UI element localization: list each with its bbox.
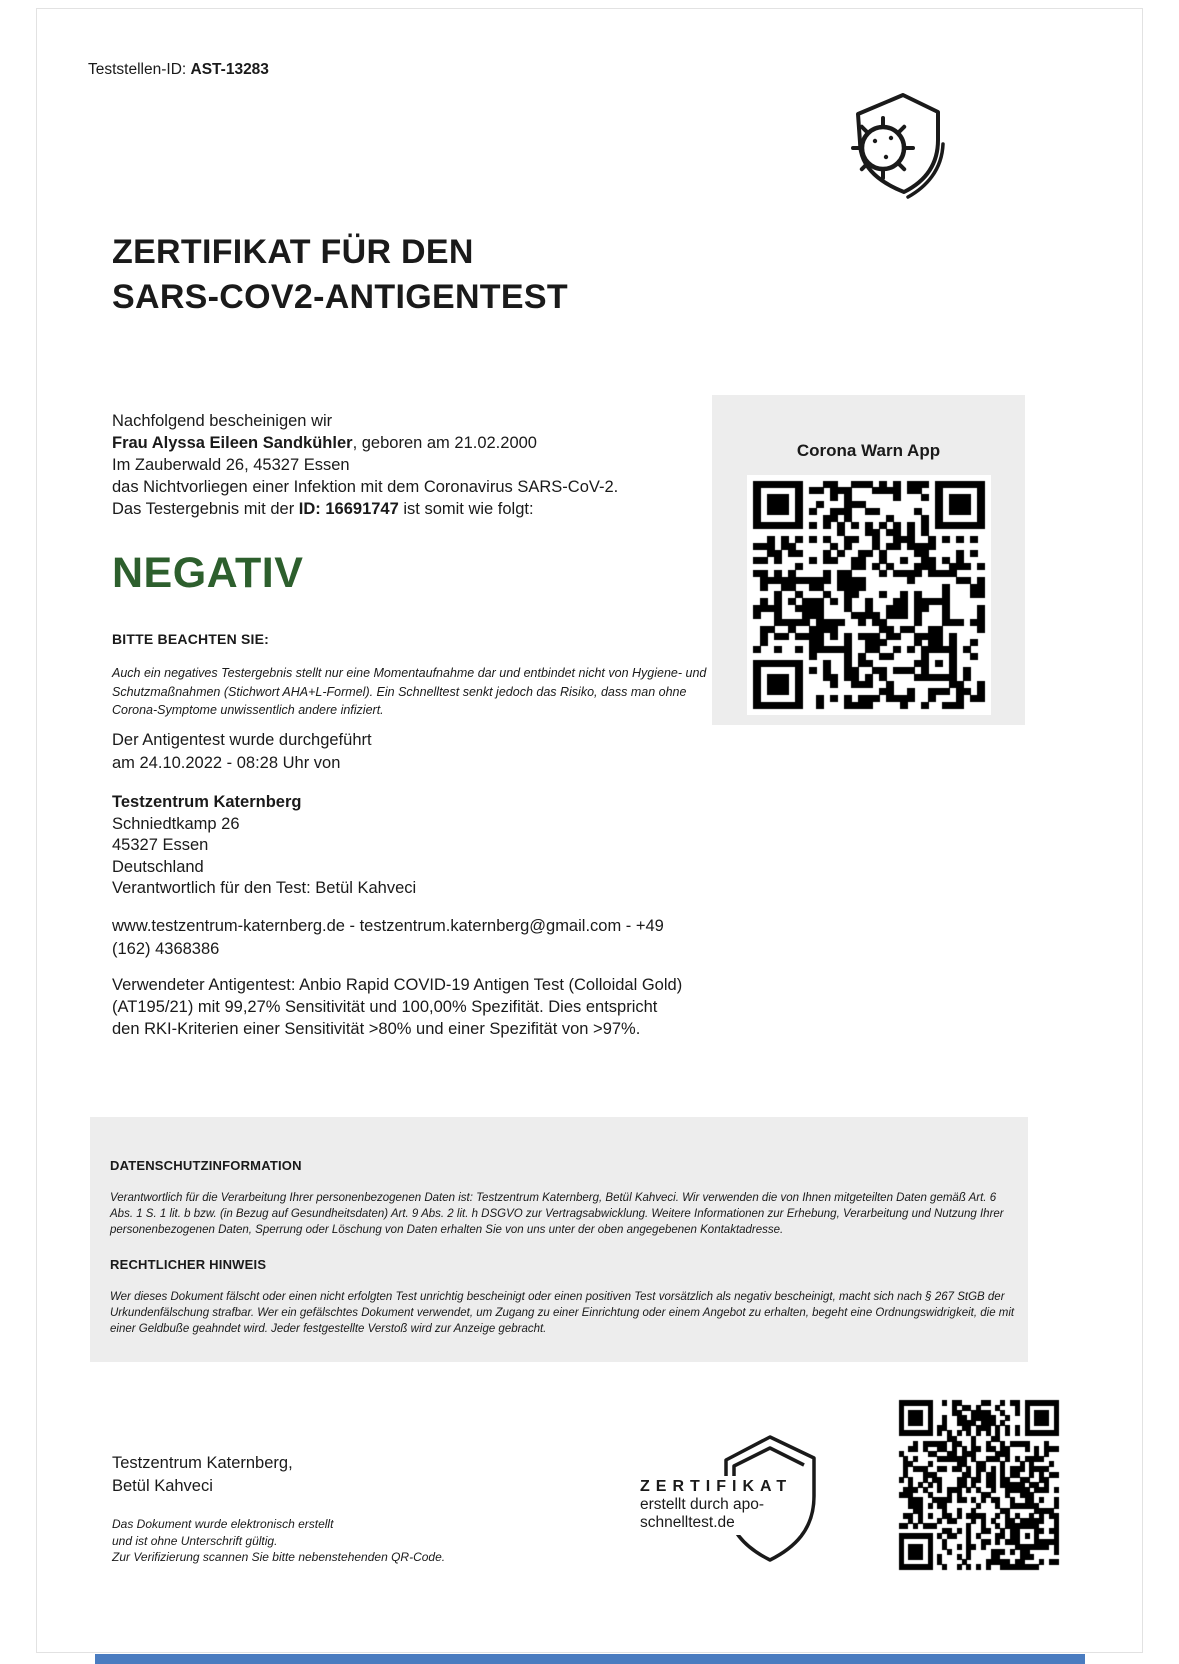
certificate-title: [112, 230, 568, 320]
legal-text: Wer dieses Dokument fälscht oder einen nicht erfolgten Test unrichtig bescheinigt oder einen positiven Test vorsätzlich als negativ bescheinigt, macht sich nach § 267 StGB der Urkundenfälschung strafbar. Wer ein gefälschtes Dokument verwendet, um Zugang zu einer Einrichtung oder einem Angebot zu erhalten, begeht eine Ordnungswidrigkeit, die mit einer Geldbuße geahndet wird. Jeder festgestellte Verstoß wird zur Anzeige gebracht.: [110, 1291, 1015, 1335]
corona-warn-app-box: [712, 395, 1025, 725]
signer-block: [112, 1452, 293, 1498]
teststation-id-line: [88, 61, 269, 79]
next-page-edge: [95, 1654, 1085, 1664]
test-result-negative: NEGATIV: [112, 549, 304, 597]
apo-schnelltest-logo: [640, 1476, 800, 1535]
test-id: ID: 16691747: [298, 500, 399, 518]
intro-line2: [112, 432, 722, 454]
verification-qr-code: [895, 1396, 1063, 1574]
virus-shield-icon: [846, 86, 946, 200]
test-center-contact: www.testzentrum-katernberg.de - testzentrum.katernberg@gmail.com - +49 (162) 4368386: [112, 917, 664, 958]
teststation-id-value: AST-13283: [190, 61, 269, 78]
intro-statement: das Nichtvorliegen einer Infektion mit dem Coronavirus SARS-CoV-2.: [112, 478, 619, 496]
certificate-title-line1: ZERTIFIKAT FÜR DEN: [112, 233, 474, 271]
result-id-line: Das Testergebnis mit der ID: 16691747 ist somit wie folgt:: [112, 500, 534, 518]
notice-heading: BITTE BEACHTEN SIE:: [112, 631, 270, 647]
privacy-text: Verantwortlich für die Verarbeitung Ihrer personenbezogenen Daten ist: Testzentrum Katernberg, Betül Kahveci. Wir verwenden die von Ihnen mitgeteilten Daten gemäß Art. 6 Abs. 1 S. 1 lit. b bzw. (in Bezug auf Gesundheitsdaten) Art. 9 Abs. 2 lit. h DSGVO zur Vertragsabwicklung. Weitere Informationen zur Erhebung, Verarbeitung und Nutzung Ihrer personenbezogenen Daten, Sperrung oder Löschung von Daten erhalten Sie von uns unter der oben angegebenen Kontaktadresse.: [110, 1192, 1004, 1236]
corona-warn-app-qr-code: [747, 475, 991, 715]
logo-subtitle-1: erstellt durch apo-: [640, 1496, 765, 1513]
patient-birthdate: , geboren am 21.02.2000: [352, 434, 537, 452]
test-center-street: Schniedtkamp 26: [112, 814, 240, 833]
privacy-heading: DATENSCHUTZINFORMATION: [110, 1158, 302, 1173]
logo-title: ZERTIFIKAT: [640, 1478, 793, 1495]
signer-line1: Testzentrum Katernberg,: [112, 1454, 293, 1472]
test-center-country: Deutschland: [112, 857, 204, 876]
certificate-title-line2: SARS-COV2-ANTIGENTEST: [112, 278, 568, 316]
notice-text: Auch ein negatives Testergebnis stellt nur eine Momentaufnahme dar und entbindet nicht von Hygiene- und Schutzmaßnahmen (Stichwort AHA+L-Formel). Ein Schnelltest senkt jedoch das Risiko, dass man ohne Corona-Symptome unwissentlich andere infiziert.: [112, 666, 707, 717]
antigen-test-info: Verwendeter Antigentest: Anbio Rapid COVID-19 Antigen Test (Colloidal Gold) (AT195/21) mit 99,27% Sensitivität und 100,00% Spezifität. Dies entspricht den RKI-Kriterien einer Sensitivität >80% und einer Spezifität von >97%.: [112, 976, 683, 1038]
test-center-block: [112, 792, 416, 900]
legal-heading: RECHTLICHER HINWEIS: [110, 1257, 267, 1272]
signature-note: Das Dokument wurde elektronisch erstellt und ist ohne Unterschrift gültig. Zur Verifizierung scannen Sie bitte nebenstehenden QR-Code.: [112, 1517, 446, 1564]
test-center-responsible: Verantwortlich für den Test: Betül Kahveci: [112, 879, 417, 897]
intro-paragraph: [112, 410, 722, 520]
teststation-id-label: Teststellen-ID:: [88, 61, 191, 78]
intro-line1: Nachfolgend bescheinigen wir: [112, 412, 333, 430]
test-center-city: 45327 Essen: [112, 836, 209, 854]
patient-address: Im Zauberwald 26, 45327 Essen: [112, 456, 350, 474]
conducted-line1: Der Antigentest wurde durchgeführt: [112, 731, 372, 749]
logo-subtitle-2: schnelltest.de: [640, 1514, 735, 1531]
corona-warn-app-title: Corona Warn App: [796, 441, 941, 460]
test-center-name: Testzentrum Katernberg: [112, 793, 302, 811]
privacy-legal-box: [90, 1117, 1028, 1362]
conducted-datetime: am 24.10.2022 - 08:28 Uhr von: [112, 754, 341, 772]
signer-line2: Betül Kahveci: [112, 1477, 213, 1495]
conducted-block: [112, 729, 372, 775]
patient-name: Frau Alyssa Eileen Sandkühler: [112, 434, 353, 452]
